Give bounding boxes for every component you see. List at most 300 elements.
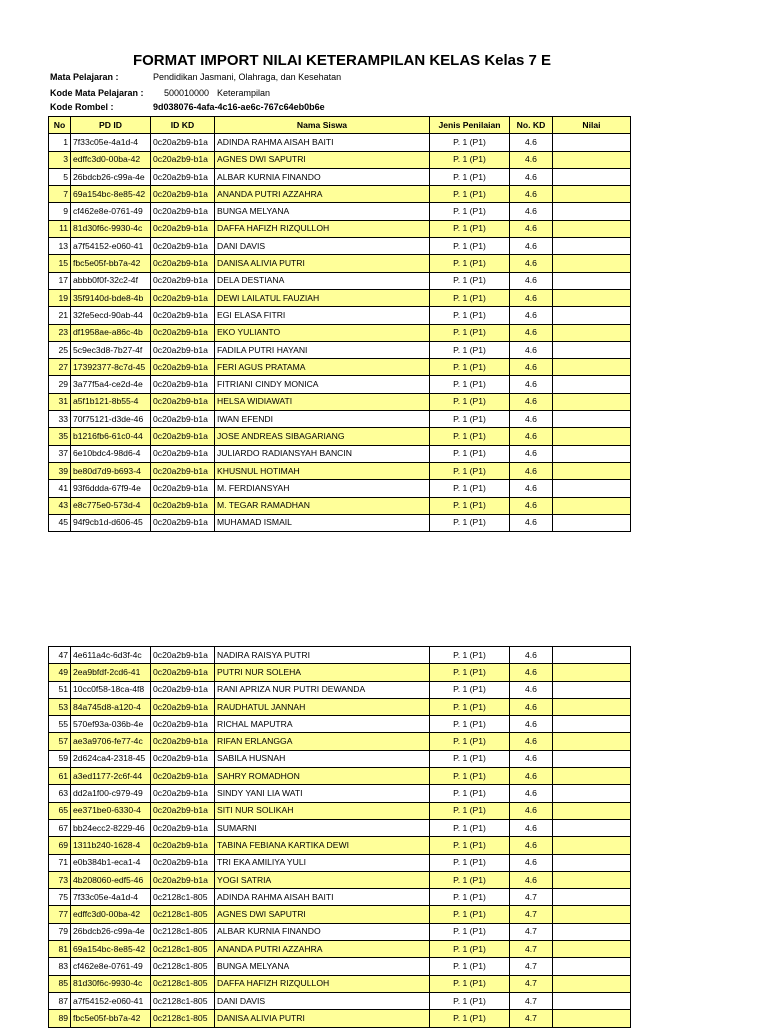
cell-pd-id: 7f33c05e-4a1d-4: [71, 889, 151, 906]
cell-no: 67: [49, 819, 71, 836]
cell-jenis-penilaian: P. 1 (P1): [430, 785, 510, 802]
cell-no: 39: [49, 462, 71, 479]
cell-id-kd: 0c20a2b9-b1a: [151, 802, 215, 819]
cell-no-kd: 4.6: [510, 785, 553, 802]
cell-nama-siswa: NADIRA RAISYA PUTRI: [215, 647, 430, 664]
cell-id-kd: 0c20a2b9-b1a: [151, 871, 215, 888]
cell-pd-id: cf462e8e-0761-49: [71, 203, 151, 220]
cell-nilai[interactable]: [553, 272, 631, 289]
cell-nilai[interactable]: [553, 664, 631, 681]
cell-no-kd: 4.6: [510, 514, 553, 531]
header-nama-siswa: Nama Siswa: [215, 117, 430, 134]
cell-jenis-penilaian: P. 1 (P1): [430, 307, 510, 324]
cell-nilai[interactable]: [553, 733, 631, 750]
cell-pd-id: ee371be0-6330-4: [71, 802, 151, 819]
table-row: [49, 255, 631, 272]
table-row: [49, 514, 631, 531]
cell-no: 81: [49, 941, 71, 958]
cell-no: 77: [49, 906, 71, 923]
cell-nama-siswa: EKO YULIANTO: [215, 324, 430, 341]
header-jenis-penilaian: Jenis Penilaian: [430, 117, 510, 134]
cell-no-kd: 4.6: [510, 664, 553, 681]
cell-nama-siswa: JULIARDO RADIANSYAH BANCIN: [215, 445, 430, 462]
cell-no: 55: [49, 716, 71, 733]
cell-nama-siswa: BUNGA MELYANA: [215, 958, 430, 975]
cell-pd-id: b1216fb6-61c0-44: [71, 428, 151, 445]
table-row: [49, 307, 631, 324]
cell-jenis-penilaian: P. 1 (P1): [430, 889, 510, 906]
cell-no: 27: [49, 359, 71, 376]
cell-no-kd: 4.6: [510, 750, 553, 767]
cell-id-kd: 0c20a2b9-b1a: [151, 393, 215, 410]
cell-no-kd: 4.6: [510, 837, 553, 854]
cell-no: 79: [49, 923, 71, 940]
cell-jenis-penilaian: P. 1 (P1): [430, 802, 510, 819]
cell-nama-siswa: MUHAMAD ISMAIL: [215, 514, 430, 531]
cell-id-kd: 0c20a2b9-b1a: [151, 134, 215, 151]
cell-nilai[interactable]: [553, 289, 631, 306]
table-row: [49, 272, 631, 289]
cell-pd-id: df1958ae-a86c-4b: [71, 324, 151, 341]
cell-jenis-penilaian: P. 1 (P1): [430, 647, 510, 664]
cell-jenis-penilaian: P. 1 (P1): [430, 186, 510, 203]
cell-nilai[interactable]: [553, 238, 631, 255]
cell-nilai[interactable]: [553, 1010, 631, 1027]
cell-jenis-penilaian: P. 1 (P1): [430, 324, 510, 341]
cell-nama-siswa: RANI APRIZA NUR PUTRI DEWANDA: [215, 681, 430, 698]
cell-jenis-penilaian: P. 1 (P1): [430, 445, 510, 462]
cell-no-kd: 4.6: [510, 393, 553, 410]
cell-id-kd: 0c2128c1-805: [151, 941, 215, 958]
table-row: [49, 975, 631, 992]
cell-nilai[interactable]: [553, 992, 631, 1009]
cell-jenis-penilaian: P. 1 (P1): [430, 733, 510, 750]
kode-mapel-value: 500010000: [164, 88, 210, 98]
cell-no-kd: 4.6: [510, 462, 553, 479]
cell-no-kd: 4.7: [510, 975, 553, 992]
table-row: [49, 359, 631, 376]
cell-nama-siswa: DANI DAVIS: [215, 992, 430, 1009]
cell-no-kd: 4.7: [510, 941, 553, 958]
cell-jenis-penilaian: P. 1 (P1): [430, 681, 510, 698]
table-row: [49, 341, 631, 358]
cell-nama-siswa: ALBAR KURNIA FINANDO: [215, 923, 430, 940]
cell-id-kd: 0c20a2b9-b1a: [151, 497, 215, 514]
cell-nama-siswa: IWAN EFENDI: [215, 411, 430, 428]
cell-nilai[interactable]: [553, 307, 631, 324]
cell-nama-siswa: KHUSNUL HOTIMAH: [215, 462, 430, 479]
table-row: [49, 906, 631, 923]
cell-nilai[interactable]: [553, 854, 631, 871]
cell-no: 19: [49, 289, 71, 306]
cell-nama-siswa: ANANDA PUTRI AZZAHRA: [215, 941, 430, 958]
cell-no-kd: 4.6: [510, 768, 553, 785]
cell-no-kd: 4.6: [510, 307, 553, 324]
cell-nilai[interactable]: [553, 750, 631, 767]
cell-no: 53: [49, 698, 71, 715]
cell-id-kd: 0c20a2b9-b1a: [151, 647, 215, 664]
cell-nama-siswa: RIFAN ERLANGGA: [215, 733, 430, 750]
cell-pd-id: 2ea9bfdf-2cd6-41: [71, 664, 151, 681]
cell-no: 15: [49, 255, 71, 272]
cell-pd-id: edffc3d0-00ba-42: [71, 906, 151, 923]
table-row: [49, 238, 631, 255]
cell-jenis-penilaian: P. 1 (P1): [430, 289, 510, 306]
cell-no: 35: [49, 428, 71, 445]
cell-no: 9: [49, 203, 71, 220]
cell-no-kd: 4.6: [510, 359, 553, 376]
table-row: [49, 889, 631, 906]
grades-table-1: [48, 116, 631, 532]
cell-nama-siswa: HELSA WIDIAWATI: [215, 393, 430, 410]
cell-pd-id: 2d624ca4-2318-45: [71, 750, 151, 767]
cell-nama-siswa: BUNGA MELYANA: [215, 203, 430, 220]
cell-jenis-penilaian: P. 1 (P1): [430, 255, 510, 272]
cell-no: 45: [49, 514, 71, 531]
table-row: [49, 664, 631, 681]
table-row: [49, 681, 631, 698]
cell-jenis-penilaian: P. 1 (P1): [430, 480, 510, 497]
table-row: [49, 324, 631, 341]
cell-nilai[interactable]: [553, 975, 631, 992]
table-row: [49, 837, 631, 854]
table-row: [49, 768, 631, 785]
table-row: [49, 992, 631, 1009]
cell-no-kd: 4.6: [510, 151, 553, 168]
cell-jenis-penilaian: P. 1 (P1): [430, 272, 510, 289]
cell-jenis-penilaian: P. 1 (P1): [430, 168, 510, 185]
header-nilai: Nilai: [553, 117, 631, 134]
table-row: [49, 445, 631, 462]
cell-no-kd: 4.6: [510, 802, 553, 819]
table-row: [49, 647, 631, 664]
cell-no: 37: [49, 445, 71, 462]
cell-no: 29: [49, 376, 71, 393]
cell-jenis-penilaian: P. 1 (P1): [430, 837, 510, 854]
cell-pd-id: 81d30f6c-9930-4c: [71, 220, 151, 237]
cell-pd-id: 32fe5ecd-90ab-44: [71, 307, 151, 324]
cell-no-kd: 4.6: [510, 445, 553, 462]
cell-nama-siswa: FITRIANI CINDY MONICA: [215, 376, 430, 393]
cell-no: 83: [49, 958, 71, 975]
cell-nilai[interactable]: [553, 941, 631, 958]
cell-nama-siswa: TABINA FEBIANA KARTIKA DEWI: [215, 837, 430, 854]
cell-no: 65: [49, 802, 71, 819]
header-no: No: [49, 117, 71, 134]
cell-nilai[interactable]: [553, 393, 631, 410]
cell-nilai[interactable]: [553, 151, 631, 168]
cell-nilai[interactable]: [553, 445, 631, 462]
cell-pd-id: 3a77f5a4-ce2d-4e: [71, 376, 151, 393]
cell-jenis-penilaian: P. 1 (P1): [430, 359, 510, 376]
cell-no: 11: [49, 220, 71, 237]
table-row: [49, 819, 631, 836]
table-row: [49, 168, 631, 185]
cell-nilai[interactable]: [553, 958, 631, 975]
cell-nama-siswa: ALBAR KURNIA FINANDO: [215, 168, 430, 185]
cell-nilai[interactable]: [553, 359, 631, 376]
table-row: [49, 462, 631, 479]
cell-no: 25: [49, 341, 71, 358]
cell-nilai[interactable]: [553, 698, 631, 715]
cell-nilai[interactable]: [553, 802, 631, 819]
cell-pd-id: e0b384b1-eca1-4: [71, 854, 151, 871]
table-row: [49, 941, 631, 958]
cell-nama-siswa: RAUDHATUL JANNAH: [215, 698, 430, 715]
cell-nilai[interactable]: [553, 462, 631, 479]
cell-nama-siswa: ADINDA RAHMA AISAH BAITI: [215, 889, 430, 906]
cell-no-kd: 4.6: [510, 698, 553, 715]
cell-jenis-penilaian: P. 1 (P1): [430, 238, 510, 255]
cell-no: 63: [49, 785, 71, 802]
table-header-row: [49, 117, 631, 134]
cell-pd-id: 570ef93a-036b-4e: [71, 716, 151, 733]
cell-pd-id: a7f54152-e060-41: [71, 238, 151, 255]
cell-nama-siswa: SAHRY ROMADHON: [215, 768, 430, 785]
cell-no: 89: [49, 1010, 71, 1027]
cell-no: 21: [49, 307, 71, 324]
table-row: [49, 480, 631, 497]
cell-pd-id: 1311b240-1628-4: [71, 837, 151, 854]
cell-no-kd: 4.6: [510, 819, 553, 836]
cell-pd-id: 69a154bc-8e85-42: [71, 941, 151, 958]
cell-pd-id: a7f54152-e060-41: [71, 992, 151, 1009]
cell-pd-id: 26bdcb26-c99a-4e: [71, 923, 151, 940]
cell-jenis-penilaian: P. 1 (P1): [430, 1010, 510, 1027]
cell-pd-id: 5c9ec3d8-7b27-4f: [71, 341, 151, 358]
cell-nilai[interactable]: [553, 681, 631, 698]
cell-nilai[interactable]: [553, 514, 631, 531]
cell-nilai[interactable]: [553, 411, 631, 428]
cell-pd-id: be80d7d9-b693-4: [71, 462, 151, 479]
rombel-label: Kode Rombel :: [50, 102, 114, 112]
cell-nilai[interactable]: [553, 428, 631, 445]
cell-pd-id: 7f33c05e-4a1d-4: [71, 134, 151, 151]
cell-id-kd: 0c20a2b9-b1a: [151, 186, 215, 203]
cell-jenis-penilaian: P. 1 (P1): [430, 203, 510, 220]
cell-no-kd: 4.7: [510, 958, 553, 975]
cell-no-kd: 4.6: [510, 411, 553, 428]
cell-nilai[interactable]: [553, 255, 631, 272]
table-row: [49, 376, 631, 393]
cell-nama-siswa: DELA DESTIANA: [215, 272, 430, 289]
cell-nama-siswa: DANI DAVIS: [215, 238, 430, 255]
cell-id-kd: 0c20a2b9-b1a: [151, 716, 215, 733]
table-row: [49, 716, 631, 733]
cell-nama-siswa: YOGI SATRIA: [215, 871, 430, 888]
cell-nama-siswa: SINDY YANI LIA WATI: [215, 785, 430, 802]
grades-table-2: [48, 646, 631, 1028]
cell-id-kd: 0c20a2b9-b1a: [151, 837, 215, 854]
cell-nilai[interactable]: [553, 186, 631, 203]
table-row: [49, 393, 631, 410]
cell-no-kd: 4.7: [510, 906, 553, 923]
cell-nama-siswa: M. TEGAR RAMADHAN: [215, 497, 430, 514]
cell-jenis-penilaian: P. 1 (P1): [430, 768, 510, 785]
cell-nilai[interactable]: [553, 480, 631, 497]
cell-no: 33: [49, 411, 71, 428]
table-row: [49, 1010, 631, 1027]
cell-nilai[interactable]: [553, 341, 631, 358]
cell-jenis-penilaian: P. 1 (P1): [430, 341, 510, 358]
cell-nama-siswa: FERI AGUS PRATAMA: [215, 359, 430, 376]
cell-pd-id: fbc5e05f-bb7a-42: [71, 255, 151, 272]
cell-jenis-penilaian: P. 1 (P1): [430, 393, 510, 410]
table-row: [49, 871, 631, 888]
cell-id-kd: 0c20a2b9-b1a: [151, 376, 215, 393]
cell-no-kd: 4.7: [510, 889, 553, 906]
cell-no-kd: 4.6: [510, 497, 553, 514]
mapel-label: Mata Pelajaran :: [50, 72, 119, 82]
cell-nilai[interactable]: [553, 324, 631, 341]
cell-nilai[interactable]: [553, 889, 631, 906]
cell-pd-id: 81d30f6c-9930-4c: [71, 975, 151, 992]
cell-no-kd: 4.6: [510, 681, 553, 698]
cell-no-kd: 4.6: [510, 376, 553, 393]
cell-jenis-penilaian: P. 1 (P1): [430, 220, 510, 237]
cell-no: 87: [49, 992, 71, 1009]
cell-jenis-penilaian: P. 1 (P1): [430, 992, 510, 1009]
cell-nama-siswa: DAFFA HAFIZH RIZQULLOH: [215, 220, 430, 237]
cell-nilai[interactable]: [553, 376, 631, 393]
cell-nilai[interactable]: [553, 768, 631, 785]
cell-pd-id: 69a154bc-8e85-42: [71, 186, 151, 203]
cell-id-kd: 0c20a2b9-b1a: [151, 750, 215, 767]
table-row: [49, 698, 631, 715]
cell-jenis-penilaian: P. 1 (P1): [430, 376, 510, 393]
table-row: [49, 134, 631, 151]
header-id-kd: ID KD: [151, 117, 215, 134]
header-pd-id: PD ID: [71, 117, 151, 134]
cell-id-kd: 0c2128c1-805: [151, 889, 215, 906]
table-row: [49, 750, 631, 767]
cell-nilai[interactable]: [553, 837, 631, 854]
cell-id-kd: 0c20a2b9-b1a: [151, 307, 215, 324]
cell-nilai[interactable]: [553, 497, 631, 514]
kode-mapel-label: Kode Mata Pelajaran :: [50, 88, 144, 98]
cell-no: 7: [49, 186, 71, 203]
cell-id-kd: 0c20a2b9-b1a: [151, 168, 215, 185]
cell-nama-siswa: TRI EKA AMILIYA YULI: [215, 854, 430, 871]
cell-jenis-penilaian: P. 1 (P1): [430, 871, 510, 888]
cell-nama-siswa: EGI ELASA FITRI: [215, 307, 430, 324]
cell-pd-id: bb24ecc2-8229-46: [71, 819, 151, 836]
cell-nilai[interactable]: [553, 906, 631, 923]
cell-no-kd: 4.6: [510, 428, 553, 445]
cell-no-kd: 4.6: [510, 272, 553, 289]
table-row: [49, 733, 631, 750]
table-row: [49, 854, 631, 871]
cell-no: 49: [49, 664, 71, 681]
cell-nama-siswa: RICHAL MAPUTRA: [215, 716, 430, 733]
cell-nilai[interactable]: [553, 819, 631, 836]
cell-id-kd: 0c20a2b9-b1a: [151, 411, 215, 428]
cell-pd-id: fbc5e05f-bb7a-42: [71, 1010, 151, 1027]
cell-nama-siswa: M. FERDIANSYAH: [215, 480, 430, 497]
table-row: [49, 785, 631, 802]
cell-no-kd: 4.7: [510, 1010, 553, 1027]
cell-no: 71: [49, 854, 71, 871]
cell-no-kd: 4.6: [510, 647, 553, 664]
cell-id-kd: 0c20a2b9-b1a: [151, 819, 215, 836]
cell-id-kd: 0c20a2b9-b1a: [151, 220, 215, 237]
cell-nama-siswa: ADINDA RAHMA AISAH BAITI: [215, 134, 430, 151]
table-row: [49, 802, 631, 819]
cell-nama-siswa: AGNES DWI SAPUTRI: [215, 906, 430, 923]
cell-id-kd: 0c2128c1-805: [151, 906, 215, 923]
rombel-value: 9d038076-4afa-4c16-ae6c-767c64eb0b6e: [153, 102, 325, 112]
cell-pd-id: dd2a1f00-c979-49: [71, 785, 151, 802]
cell-pd-id: ae3a9706-fe77-4c: [71, 733, 151, 750]
cell-id-kd: 0c2128c1-805: [151, 923, 215, 940]
page-title: FORMAT IMPORT NILAI KETERAMPILAN KELAS Kelas 7 E: [132, 52, 552, 69]
cell-pd-id: abbb0f0f-32c2-4f: [71, 272, 151, 289]
cell-pd-id: 10cc0f58-18ca-4f8: [71, 681, 151, 698]
cell-jenis-penilaian: P. 1 (P1): [430, 906, 510, 923]
cell-id-kd: 0c20a2b9-b1a: [151, 255, 215, 272]
cell-nilai[interactable]: [553, 871, 631, 888]
cell-jenis-penilaian: P. 1 (P1): [430, 958, 510, 975]
cell-id-kd: 0c2128c1-805: [151, 975, 215, 992]
cell-id-kd: 0c20a2b9-b1a: [151, 289, 215, 306]
cell-no-kd: 4.6: [510, 733, 553, 750]
cell-no-kd: 4.6: [510, 186, 553, 203]
cell-no-kd: 4.6: [510, 341, 553, 358]
cell-id-kd: 0c20a2b9-b1a: [151, 428, 215, 445]
cell-no-kd: 4.6: [510, 480, 553, 497]
cell-no: 59: [49, 750, 71, 767]
cell-nilai[interactable]: [553, 203, 631, 220]
cell-no: 1: [49, 134, 71, 151]
cell-id-kd: 0c20a2b9-b1a: [151, 514, 215, 531]
cell-no: 31: [49, 393, 71, 410]
header-no-kd: No. KD: [510, 117, 553, 134]
table-row: [49, 411, 631, 428]
cell-nilai[interactable]: [553, 785, 631, 802]
cell-pd-id: 35f9140d-bde8-4b: [71, 289, 151, 306]
cell-no-kd: 4.6: [510, 168, 553, 185]
cell-jenis-penilaian: P. 1 (P1): [430, 941, 510, 958]
table-row: [49, 220, 631, 237]
table-row: [49, 203, 631, 220]
cell-id-kd: 0c2128c1-805: [151, 1010, 215, 1027]
cell-pd-id: 26bdcb26-c99a-4e: [71, 168, 151, 185]
cell-nama-siswa: DEWI LAILATUL FAUZIAH: [215, 289, 430, 306]
cell-id-kd: 0c20a2b9-b1a: [151, 359, 215, 376]
cell-pd-id: 94f9cb1d-d606-45: [71, 514, 151, 531]
cell-pd-id: e8c775e0-573d-4: [71, 497, 151, 514]
cell-no-kd: 4.6: [510, 854, 553, 871]
cell-no: 5: [49, 168, 71, 185]
cell-nilai[interactable]: [553, 647, 631, 664]
cell-nama-siswa: JOSE ANDREAS SIBAGARIANG: [215, 428, 430, 445]
cell-nilai[interactable]: [553, 220, 631, 237]
cell-no: 17: [49, 272, 71, 289]
cell-no-kd: 4.6: [510, 289, 553, 306]
cell-nilai[interactable]: [553, 134, 631, 151]
cell-nilai[interactable]: [553, 923, 631, 940]
cell-id-kd: 0c20a2b9-b1a: [151, 664, 215, 681]
cell-nilai[interactable]: [553, 716, 631, 733]
cell-no: 69: [49, 837, 71, 854]
cell-jenis-penilaian: P. 1 (P1): [430, 462, 510, 479]
cell-no-kd: 4.6: [510, 134, 553, 151]
cell-jenis-penilaian: P. 1 (P1): [430, 975, 510, 992]
cell-pd-id: cf462e8e-0761-49: [71, 958, 151, 975]
cell-nilai[interactable]: [553, 168, 631, 185]
cell-no-kd: 4.6: [510, 324, 553, 341]
table-row: [49, 497, 631, 514]
